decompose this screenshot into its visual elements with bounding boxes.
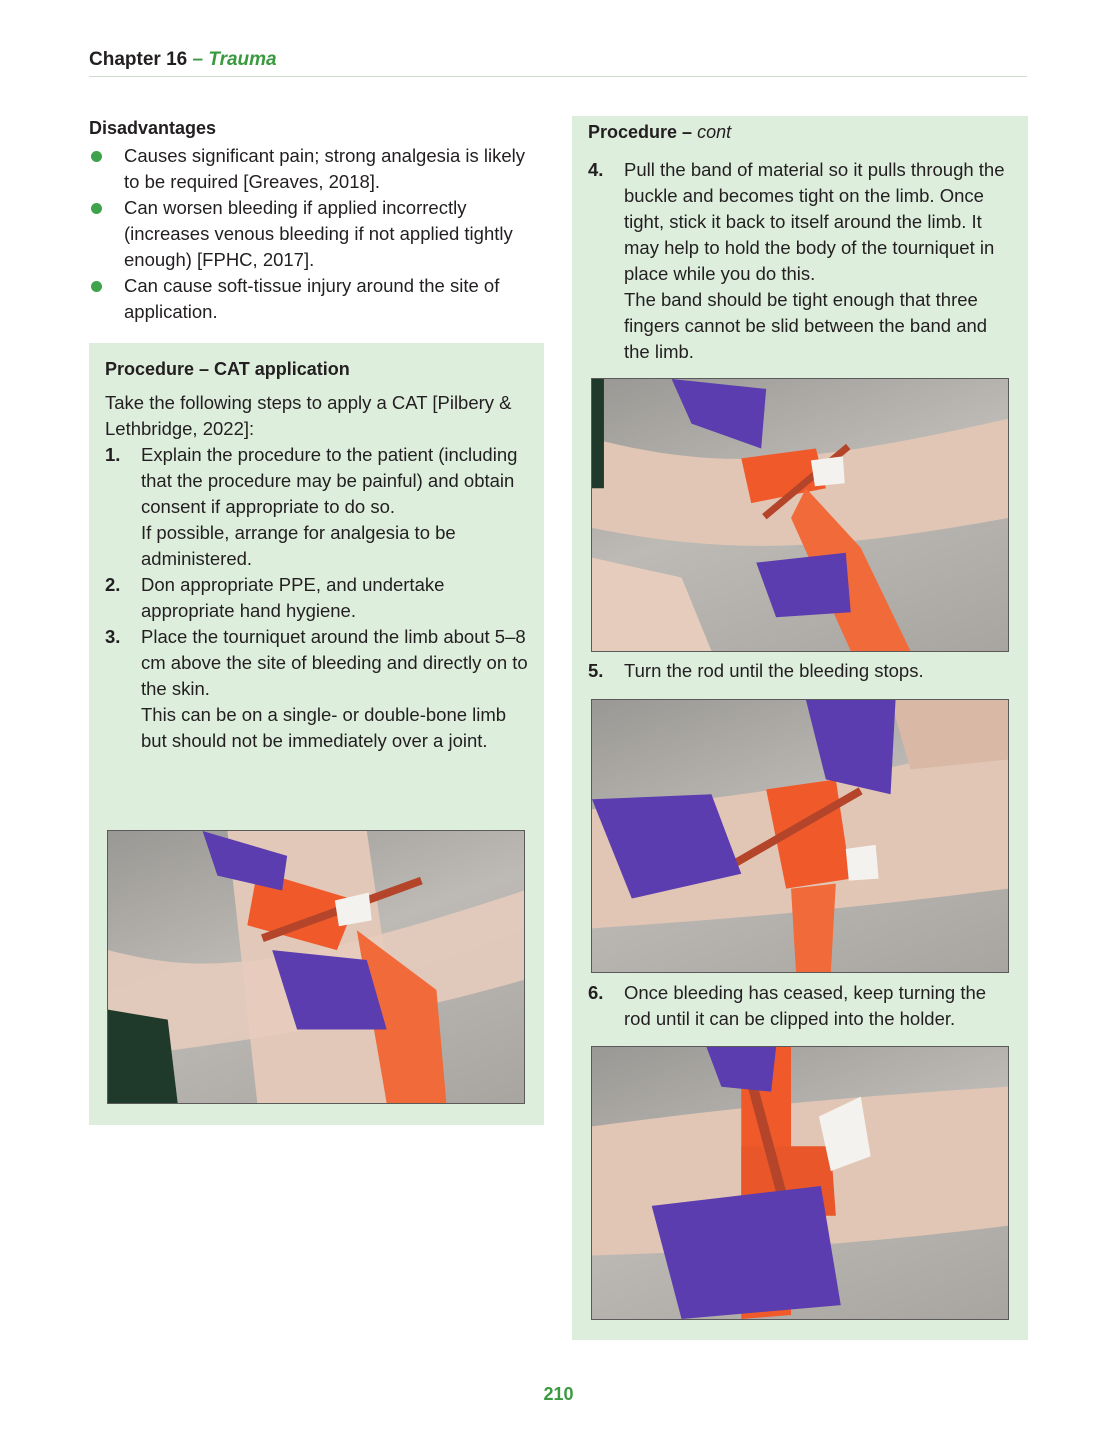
- list-item: [89, 195, 544, 273]
- step-text: Place the tourniquet around the limb about 5–8 cm above the site of bleeding and directly on to the skin.: [141, 626, 528, 699]
- chapter-section: Trauma: [208, 49, 277, 70]
- step-text: Pull the band of material so it pulls through the buckle and becomes tight on the limb. Once tight, stick it back to itself around the limb. It may help to hold the body of the tourniquet in place while you do this.: [624, 159, 1005, 284]
- bullet-icon: [91, 203, 102, 214]
- procedure-title-text: Procedure –: [588, 122, 693, 142]
- bullet-icon: [91, 151, 102, 162]
- page-header: [89, 49, 1027, 77]
- disadvantages-section: [89, 118, 544, 325]
- step-item: [588, 658, 1012, 684]
- procedure-step-5: [588, 658, 1012, 684]
- step-number: 1.: [105, 444, 121, 465]
- photo-step-6: [591, 1046, 1009, 1320]
- list-item-text: Causes significant pain; strong analgesia is likely to be required [Greaves, 2018].: [124, 145, 526, 192]
- step-text: Don appropriate PPE, and undertake appropriate hand hygiene.: [141, 574, 445, 621]
- tourniquet-photo-illustration: [108, 831, 524, 1103]
- step-number: 2.: [105, 574, 121, 595]
- tourniquet-photo-illustration: [592, 1047, 1008, 1319]
- procedure-steps-right: [588, 157, 1012, 365]
- disadvantages-list: [89, 143, 544, 325]
- list-item-text: Can worsen bleeding if applied incorrectly (increases venous bleeding if not applied tightly enough) [FPHC, 2017].: [124, 197, 513, 270]
- procedure-title-cont-label: cont: [697, 122, 732, 142]
- step-number: 5.: [588, 660, 604, 681]
- procedure-steps-left: [105, 442, 528, 754]
- procedure-title-cont: [588, 122, 1012, 143]
- step-item: [105, 572, 528, 624]
- step-note: If possible, arrange for analgesia to be administered.: [141, 522, 456, 569]
- photo-step-3: [107, 830, 525, 1104]
- photo-step-5: [591, 699, 1009, 973]
- page-number: 210: [543, 1384, 574, 1404]
- bullet-icon: [91, 281, 102, 292]
- list-item: [89, 273, 544, 325]
- tourniquet-photo-illustration: [592, 700, 1008, 972]
- step-text: Explain the procedure to the patient (including that the procedure may be painful) and obtain consent if appropriate to do so.: [141, 444, 518, 517]
- tourniquet-photo-illustration: [592, 379, 1008, 651]
- step-number: 4.: [588, 159, 604, 180]
- step-note: The band should be tight enough that three fingers cannot be slid between the band and the limb.: [624, 289, 988, 362]
- list-item-text: Can cause soft-tissue injury around the site of application.: [124, 275, 500, 322]
- procedure-intro: Take the following steps to apply a CAT [Pilbery & Lethbridge, 2022]:: [105, 392, 512, 439]
- step-number: 6.: [588, 982, 604, 1003]
- chapter-separator: –: [187, 49, 209, 70]
- step-text: Turn the rod until the bleeding stops.: [624, 660, 924, 681]
- step-item: [105, 624, 528, 754]
- list-item: [89, 143, 544, 195]
- step-number: 3.: [105, 626, 121, 647]
- step-item: [588, 980, 1012, 1032]
- disadvantages-heading: Disadvantages: [89, 118, 217, 138]
- step-note: This can be on a single- or double-bone limb but should not be immediately over a joint.: [141, 704, 507, 751]
- chapter-label: Chapter 16: [89, 49, 188, 70]
- step-text: Once bleeding has ceased, keep turning the rod until it can be clipped into the holder.: [624, 982, 987, 1029]
- photo-step-4: [591, 378, 1009, 652]
- step-item: [105, 442, 528, 572]
- procedure-step-6: [588, 980, 1012, 1032]
- procedure-title: Procedure – CAT application: [105, 359, 350, 379]
- step-item: [588, 157, 1012, 365]
